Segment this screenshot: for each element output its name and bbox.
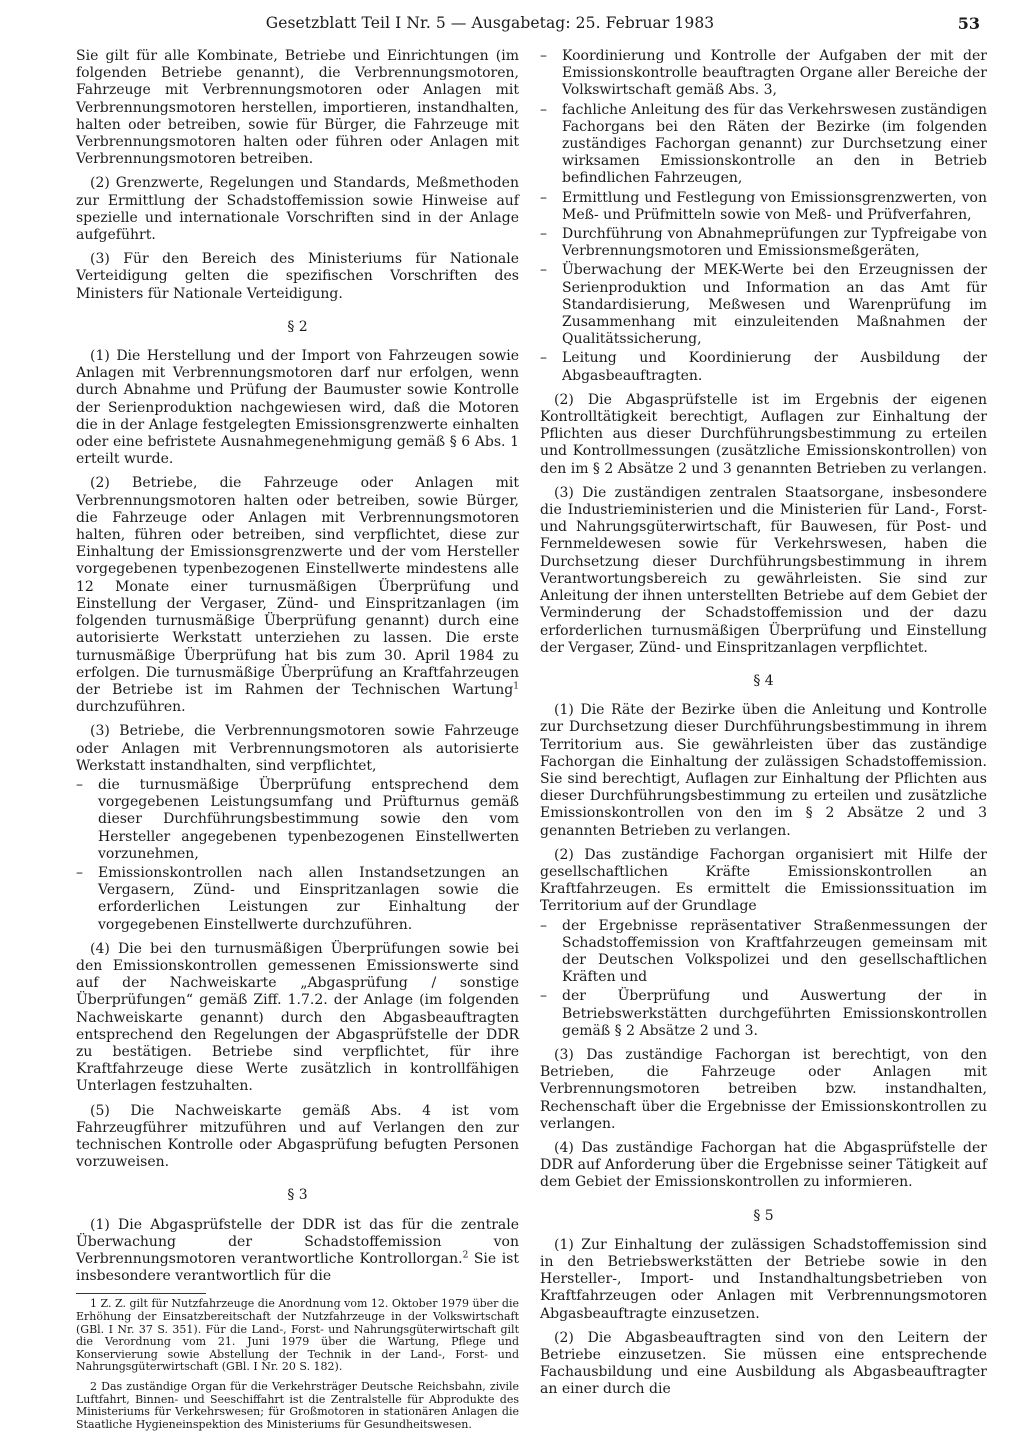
dash-item bbox=[540, 918, 987, 987]
section-heading-4: § 4 bbox=[753, 672, 774, 689]
paragraph-3-1-text: (1) Die Abgasprüfstelle der DDR ist das für die zentrale Überwachung der Schadstoffemission von Verbrennungsmotoren verantwortliche Kontrollorgan. bbox=[76, 1216, 519, 1267]
dash-item-text: Ermittlung und Festlegung von Emissionsgrenzwerten, von Meß- und Prüfmitteln sowie von Meß- und Prüfverfahren, bbox=[562, 189, 987, 223]
dash-item-text: fachliche Anleitung des für das Verkehrswesen zuständigen Fachorgans bei den Räten der Bezirke (im folgenden zuständiges Fachorgan genannt) zur Durchsetzung einer wirksamen Emissionskontrolle an den in Betrieb befindlichen Fahrzeugen, bbox=[562, 101, 987, 187]
dash-item bbox=[76, 777, 519, 863]
right-column bbox=[540, 48, 987, 1406]
running-title: Gesetzblatt Teil I Nr. 5 — Ausgabetag: 25. Februar 1983 bbox=[265, 14, 715, 32]
dash-mark: – bbox=[540, 917, 547, 934]
footnote-rule bbox=[76, 1293, 206, 1294]
footnote-1: 1 Z. Z. gilt für Nutzfahrzeuge die Anordnung vom 12. Oktober 1979 über die Erhöhung der Einsatzbereitschaft der Nutzfahrzeuge in der Volkswirtschaft (GBl. I Nr. 37 S. 351). Für die Land-, Forst- und Nahrungsgüterwirtschaft gilt die Verordnung vom 21. Juni 1979 über die Wartung, Pflege und Konservierung sowie Abstellung der Technik in der Land-, Forst- und Nahrungsgüterwirtschaft (GBl. I Nr. 20 S. 182). bbox=[76, 1297, 519, 1374]
dash-item bbox=[540, 350, 987, 384]
paragraph-1-3: (3) Für den Bereich des Ministeriums für Nationale Verteidigung gelten die spezifischen Vorschriften des Ministers für Nationale Verteidigung. bbox=[76, 251, 519, 302]
section-heading-3: § 3 bbox=[287, 1187, 308, 1204]
paragraph-3-3: (3) Die zuständigen zentralen Staatsorgane, insbesondere die Industrieministerien und die Ministerien für Land-, Forst- und Nahrungsgüterwirtschaft, für Bauwesen, für Post- und Fernmeldewesen sowie für Verkehrswesen, haben die Durchsetzung dieser Durchführungsbestimmung in ihrem Verantwortungsbereich zu gewährleisten. Sie sind zur Anleitung der ihnen unterstellten Betriebe auf dem Gebiet der Verminderung der Schadstoffemission und der dazu erforderlichen turnusmäßigen Überprüfung und Einstellung der Vergaser, Zünd- und Einspritzanlagen verpflichtet. bbox=[540, 484, 987, 656]
page-header bbox=[60, 14, 980, 38]
dash-item-text: der Überprüfung und Auswertung der in Betriebswerkstätten durchgeführten Emissionskontrollen gemäß § 2 Absätze 2 und 3. bbox=[562, 988, 987, 1039]
dash-item-text: Überwachung der MEK-Werte bei den Erzeugnissen der Serienproduktion und Information an das Amt für Standardisierung, Meßwesen und Warenprüfung im Zusammenhang mit einzuleitenden Maßnahmen der Qualitätssicherung, bbox=[562, 262, 987, 348]
dash-item bbox=[540, 262, 987, 348]
paragraph-4-1: (1) Die Räte der Bezirke üben die Anleitung und Kontrolle zur Durchsetzung dieser Durchführungsbestimmung in ihrem Territorium aus. Sie gewährleisten über das zuständige Fachorgan die Einhaltung der zulässigen Schadstoffemission. Sie sind berechtigt, Auflagen zur Einhaltung der Pflichten aus dieser Durchführungsbestimmung zu erteilen und zusätzliche Emissionskontrollen von den im § 2 Absätze 2 und 3 genannten Betrieben zu verlangen. bbox=[540, 702, 987, 839]
paragraph-2-4: (4) Die bei den turnusmäßigen Überprüfungen sowie bei den Emissionskontrollen gemessenen Emissionswerte sind auf der Nachweiskarte „Abgasprüfung / sonstige Überprüfungen“ gemäß Ziff. 1.7.2. der Anlage (im folgenden Nachweiskarte genannt) durch den Abgasbeauftragten entsprechend den Regelungen der Abgasprüfstelle der DDR zu bestätigen. Betriebe sind verpflichtet, für ihre Kraftfahrzeuge diese Werte zusätzlich in kontrollfähigen Unterlagen festzuhalten. bbox=[76, 940, 519, 1095]
footnote-2: 2 Das zuständige Organ für die Verkehrsträger Deutsche Reichsbahn, zivile Luftfahrt, Binnen- und Seeschiffahrt ist die Zentralstelle für Abprodukte des Ministeriums für Verkehrswesen; für Großmotoren in stationären Anlagen die Staatliche Hygieneinspektion des Ministeriums für Gesundheitswesen. bbox=[76, 1379, 519, 1431]
paragraph-3-1-end: Sie ist insbesondere verantwortlich für die bbox=[76, 1251, 519, 1285]
section-heading-5: § 5 bbox=[753, 1207, 774, 1224]
paragraph-2-2-text: (2) Betriebe, die Fahrzeuge oder Anlagen mit Verbrennungsmotoren halten oder betreiben, sowie Bürger, die Fahrzeuge oder Anlagen mit Verbrennungsmotoren halten, führen oder betreiben, sind verpflichtet, diese zur Einhaltung der Emissionsgrenzwerte und der vom Hersteller vorgegebenen typenbezogenen Einstellwerte mindestens alle 12 Monate einer turnusmäßigen Überprüfung und Einstellung der Vergaser, Zünd- und Einspritzanlagen (im folgenden turnusmäßige Überprüfung genannt) durch eine autorisierte Werkstatt unterziehen zu lassen. Die erste turnusmäßige Überprüfung hat bis zum 30. April 1984 zu erfolgen. Die turnusmäßige Überprüfung an Kraftfahrzeugen der Betriebe ist im Rahmen der Technischen Wartung bbox=[76, 475, 519, 698]
dash-item-text: Durchführung von Abnahmeprüfungen zur Typfreigabe von Verbrennungsmotoren und Emissionsmeßgeräten, bbox=[562, 226, 987, 260]
dash-item-text: Koordinierung und Kontrolle der Aufgaben der mit der Emissionskontrolle beauftragten Organe aller Bereiche der Volkswirtschaft gemäß Abs. 3, bbox=[562, 48, 987, 99]
dash-item bbox=[540, 190, 987, 224]
dash-mark: – bbox=[540, 262, 547, 279]
dash-mark: – bbox=[540, 988, 547, 1005]
dash-item bbox=[540, 226, 987, 260]
dash-mark: – bbox=[540, 48, 547, 64]
dash-mark: – bbox=[540, 189, 547, 206]
paragraph-2-2-end: durchzuführen. bbox=[76, 699, 186, 716]
dash-mark: – bbox=[76, 776, 83, 793]
dash-mark: – bbox=[540, 101, 547, 118]
section-heading-2: § 2 bbox=[287, 318, 308, 335]
paragraph-5-2: (2) Die Abgasbeauftragten sind von den Leitern der Betriebe einzusetzen. Sie müssen eine entsprechende Fachausbildung und eine Ausbildung als Abgasbeauftragter an einer durch die bbox=[540, 1329, 987, 1398]
dash-item-text: Leitung und Koordinierung der Ausbildung der Abgasbeauftragten. bbox=[562, 350, 987, 384]
paragraph-2-1: (1) Die Herstellung und der Import von Fahrzeugen sowie Anlagen mit Verbrennungsmotoren darf nur erfolgen, wenn durch Abnahme und Prüfung der Baumuster sowie Kontrolle der Serienproduktion nachgewiesen wird, daß die Motoren die in der Anlage festgelegten Emissionsgrenzwerte einhalten oder eine befristete Ausnahmegenehmigung gemäß § 6 Abs. 1 erteilt wurde. bbox=[76, 348, 519, 468]
dash-item bbox=[540, 48, 987, 100]
paragraph-4-3: (3) Das zuständige Fachorgan ist berechtigt, von den Betrieben, die Fahrzeuge oder Anlagen mit Verbrennungsmotoren betreiben bzw. instandhalten, Rechenschaft über die Ergebnisse der Emissionskontrollen zu verlangen. bbox=[540, 1046, 987, 1132]
paragraph-1-2: (2) Grenzwerte, Regelungen und Standards, Meßmethoden zur Ermittlung der Schadstoffemission sowie Hinweise auf spezielle und internationale Vorschriften sind in der Anlage aufgeführt. bbox=[76, 175, 519, 244]
dash-item bbox=[76, 865, 519, 934]
paragraph-2-3: (3) Betriebe, die Verbrennungsmotoren sowie Fahrzeuge oder Anlagen mit Verbrennungsmotoren als autorisierte Werkstatt instandhalten, sind verpflichtet, bbox=[76, 723, 519, 774]
dash-item bbox=[540, 988, 987, 1040]
paragraph-2-2 bbox=[76, 475, 519, 716]
dash-item bbox=[540, 102, 987, 188]
footnote-ref-1: 1 bbox=[513, 681, 519, 692]
footnote-ref-2: 2 bbox=[462, 1250, 469, 1261]
dash-item-text: die turnusmäßige Überprüfung entsprechend dem vorgegebenen Leistungsumfang und Prüfturnus gemäß dieser Durchführungsbestimmung sowie den vom Hersteller angegebenen typenbezogenen Einstellwerten vorzunehmen, bbox=[98, 776, 519, 862]
paragraph-3-2: (2) Die Abgasprüfstelle ist im Ergebnis der eigenen Kontrolltätigkeit berechtigt, Auflagen zur Einhaltung der Pflichten aus dieser Durchführungsbestimmung zu erteilen und Kontrollmessungen (zusätzliche Emissionskontrollen) von den im § 2 Absätze 2 und 3 genannten Betrieben zu verlangen. bbox=[540, 391, 987, 477]
paragraph-3-1 bbox=[76, 1217, 519, 1286]
left-column bbox=[76, 48, 519, 1438]
paragraph-4-2: (2) Das zuständige Fachorgan organisiert mit Hilfe der gesellschaftlichen Kräfte Emissionskontrollen an Kraftfahrzeugen. Es ermittelt die Emissionssituation im Territorium auf der Grundlage bbox=[540, 846, 987, 915]
dash-mark: – bbox=[540, 226, 547, 243]
page-number: 53 bbox=[957, 14, 980, 33]
paragraph-scope: Sie gilt für alle Kombinate, Betriebe und Einrichtungen (im folgenden Betriebe genannt), die Verbrennungsmotoren, Fahrzeuge mit Verbrennungsmotoren oder Anlagen mit Verbrennungsmotoren herstellen, importieren, instandhalten, halten oder betreiben, sowie für Bürger, die Fahrzeuge mit Verbrennungsmotoren halten oder führen oder Anlagen mit Verbrennungsmotoren betreiben. bbox=[76, 48, 519, 168]
dash-mark: – bbox=[76, 864, 83, 881]
dash-mark: – bbox=[540, 350, 547, 367]
paragraph-5-1: (1) Zur Einhaltung der zulässigen Schadstoffemission sind in den Betriebswerkstätten der Betriebe sowie in den Hersteller-, Import- und Instandhaltungsbetrieben von Kraftfahrzeugen oder Anlagen mit Verbrennungsmotoren Abgasbeauftragte einzusetzen. bbox=[540, 1236, 987, 1322]
paragraph-2-5: (5) Die Nachweiskarte gemäß Abs. 4 ist vom Fahrzeugführer mitzuführen und auf Verlangen den zur technischen Kontrolle oder Abgasprüfung befugten Personen vorzuweisen. bbox=[76, 1102, 519, 1171]
paragraph-4-4: (4) Das zuständige Fachorgan hat die Abgasprüfstelle der DDR auf Anforderung über die Ergebnisse seiner Tätigkeit auf dem Gebiet der Emissionskontrollen zu informieren. bbox=[540, 1139, 987, 1191]
dash-item-text: Emissionskontrollen nach allen Instandsetzungen an Vergasern, Zünd- und Einspritzanlagen sowie die erforderlichen Leistungen zur Einhaltung der vorgegebenen Einstellwerte durchzuführen. bbox=[98, 864, 519, 933]
dash-item-text: der Ergebnisse repräsentativer Straßenmessungen der Schadstoffemission von Kraftfahrzeugen gemeinsam mit der Deutschen Volkspolizei und den gesellschaftlichen Kräften und bbox=[562, 917, 987, 986]
